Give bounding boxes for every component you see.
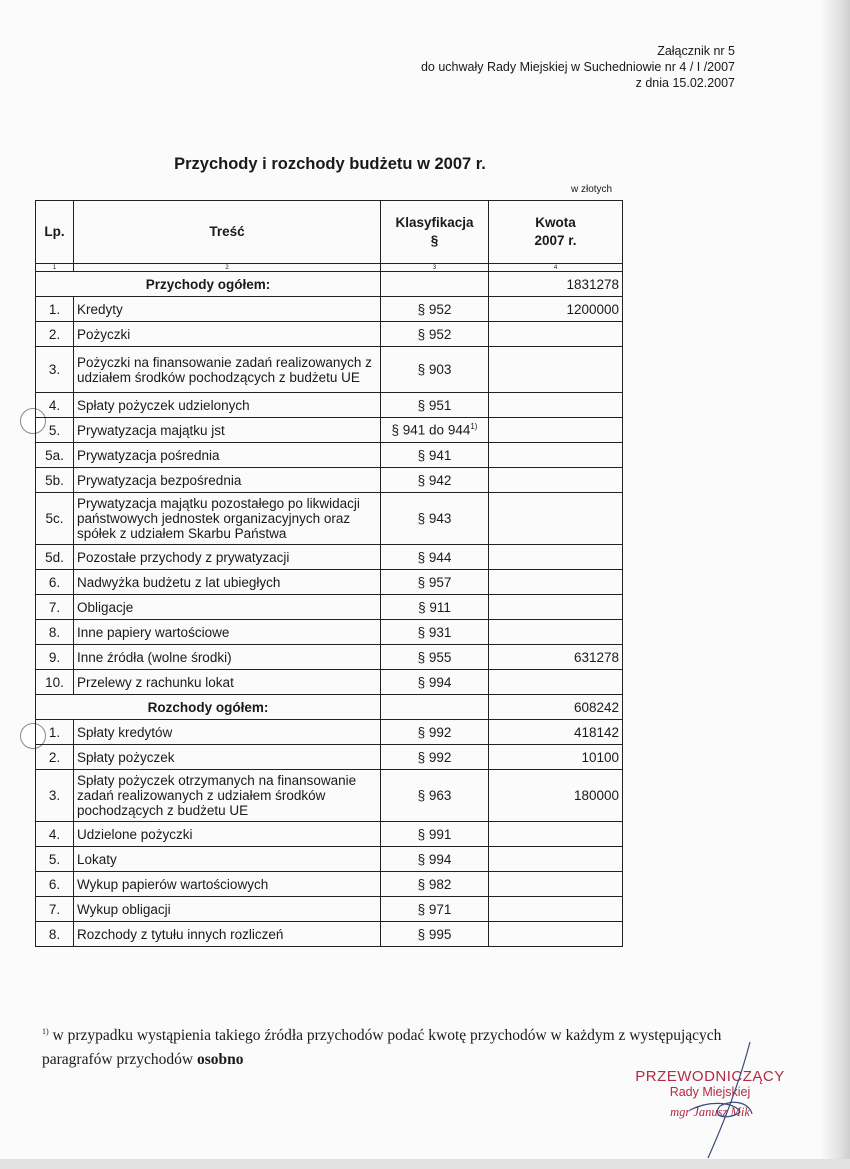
income-section — [36, 272, 623, 695]
row-number: 5. — [36, 847, 74, 872]
row-classification: § 995 — [381, 922, 489, 947]
row-amount — [489, 570, 623, 595]
stamp-name: mgr Janusz Mik — [670, 1105, 750, 1119]
row-description: Spłaty pożyczek udzielonych — [74, 393, 381, 418]
row-number: 1. — [36, 297, 74, 322]
table-row — [36, 418, 623, 443]
row-description: Pozostałe przychody z prywatyzacji — [74, 545, 381, 570]
table-row — [36, 897, 623, 922]
row-classification: § 952 — [381, 297, 489, 322]
row-amount: 180000 — [489, 770, 623, 822]
row-classification: § 941 — [381, 443, 489, 468]
table-row — [36, 645, 623, 670]
section-classification — [381, 272, 489, 297]
row-number: 2. — [36, 745, 74, 770]
row-amount — [489, 670, 623, 695]
table-row — [36, 545, 623, 570]
row-description: Spłaty pożyczek — [74, 745, 381, 770]
section-total-amount: 608242 — [489, 695, 623, 720]
row-amount — [489, 847, 623, 872]
row-number: 5c. — [36, 493, 74, 545]
row-classification: § 992 — [381, 720, 489, 745]
footnote-marker: 1) — [470, 422, 478, 432]
header-lp: Lp. — [36, 201, 74, 264]
table-row — [36, 620, 623, 645]
header-classification: Klasyfikacja § — [381, 201, 489, 264]
row-description: Nadwyżka budżetu z lat ubiegłych — [74, 570, 381, 595]
row-amount — [489, 545, 623, 570]
row-description: Inne źródła (wolne środki) — [74, 645, 381, 670]
column-number: 2 — [74, 264, 381, 272]
row-amount — [489, 443, 623, 468]
row-description: Wykup obligacji — [74, 897, 381, 922]
row-classification: § 943 — [381, 493, 489, 545]
row-amount — [489, 822, 623, 847]
table-row — [36, 570, 623, 595]
table-row — [36, 347, 623, 393]
column-number: 1 — [36, 264, 74, 272]
row-classification: § 931 — [381, 620, 489, 645]
scan-edge-bottom — [0, 1159, 850, 1169]
row-number: 5. — [36, 418, 74, 443]
row-description: Inne papiery wartościowe — [74, 620, 381, 645]
row-description: Prywatyzacja bezpośrednia — [74, 468, 381, 493]
row-description: Kredyty — [74, 297, 381, 322]
annex-resolution: do uchwały Rady Miejskiej w Suchedniowie nr 4 / I /2007 — [420, 60, 735, 74]
document-title: Przychody i rozchody budżetu w 2007 r. — [174, 155, 486, 173]
row-number: 10. — [36, 670, 74, 695]
row-number: 4. — [36, 393, 74, 418]
header-amount: Kwota 2007 r. — [489, 201, 623, 264]
row-amount — [489, 595, 623, 620]
stamp-title: PRZEWODNICZĄCY — [635, 1068, 785, 1085]
row-classification: § 955 — [381, 645, 489, 670]
row-description: Wykup papierów wartościowych — [74, 872, 381, 897]
row-number: 2. — [36, 322, 74, 347]
row-amount — [489, 922, 623, 947]
table-row — [36, 322, 623, 347]
row-amount — [489, 620, 623, 645]
row-description: Lokaty — [74, 847, 381, 872]
row-classification: § 957 — [381, 570, 489, 595]
section-label: Przychody ogółem: — [36, 272, 381, 297]
row-number: 9. — [36, 645, 74, 670]
table-row — [36, 720, 623, 745]
table-row — [36, 922, 623, 947]
row-description: Pożyczki na finansowanie zadań realizowanych z udziałem środków pochodzących z budżetu UE — [74, 347, 381, 393]
row-amount: 10100 — [489, 745, 623, 770]
row-description: Obligacje — [74, 595, 381, 620]
column-number: 3 — [381, 264, 489, 272]
row-amount — [489, 897, 623, 922]
row-description: Prywatyzacja pośrednia — [74, 443, 381, 468]
row-amount — [489, 468, 623, 493]
section-label: Rozchody ogółem: — [36, 695, 381, 720]
table-row — [36, 493, 623, 545]
row-number: 8. — [36, 620, 74, 645]
row-description: Pożyczki — [74, 322, 381, 347]
budget-table — [35, 200, 623, 947]
expense-section — [36, 695, 623, 947]
row-classification: § 942 — [381, 468, 489, 493]
row-amount — [489, 347, 623, 393]
row-classification: § 994 — [381, 847, 489, 872]
row-classification: § 992 — [381, 745, 489, 770]
row-amount: 418142 — [489, 720, 623, 745]
row-number: 8. — [36, 922, 74, 947]
table-row — [36, 770, 623, 822]
row-classification: § 944 — [381, 545, 489, 570]
table-row — [36, 393, 623, 418]
row-description: Udzielone pożyczki — [74, 822, 381, 847]
row-amount — [489, 393, 623, 418]
row-classification: § 903 — [381, 347, 489, 393]
table-row — [36, 847, 623, 872]
table-row — [36, 872, 623, 897]
row-description: Spłaty pożyczek otrzymanych na finansowanie zadań realizowanych z udziałem środków pochodzących z budżetu UE — [74, 770, 381, 822]
row-amount — [489, 872, 623, 897]
row-classification: § 982 — [381, 872, 489, 897]
row-amount — [489, 493, 623, 545]
row-number: 6. — [36, 872, 74, 897]
annex-header — [421, 43, 735, 91]
row-number: 5a. — [36, 443, 74, 468]
row-classification: § 991 — [381, 822, 489, 847]
row-classification: § 951 — [381, 393, 489, 418]
section-total-row — [36, 695, 623, 720]
table-row — [36, 670, 623, 695]
row-number: 6. — [36, 570, 74, 595]
row-amount — [489, 418, 623, 443]
stamp-body: Rady Miejskiej — [669, 1085, 751, 1099]
row-number: 1. — [36, 720, 74, 745]
table-header-row — [36, 201, 623, 264]
footnote-emphasis: osobno — [196, 1051, 244, 1069]
annex-date: z dnia 15.02.2007 — [635, 76, 735, 90]
row-classification: § 941 do 944$^{1)}$ — [381, 418, 489, 443]
row-description: Rozchody z tytułu innych rozliczeń — [74, 922, 381, 947]
row-amount — [489, 322, 623, 347]
row-description: Przelewy z rachunku lokat — [74, 670, 381, 695]
table-row — [36, 443, 623, 468]
row-number: 3. — [36, 770, 74, 822]
footnote-marker: 1) — [42, 1027, 49, 1036]
table-row — [36, 745, 623, 770]
row-amount: 631278 — [489, 645, 623, 670]
table-row — [36, 822, 623, 847]
table-row — [36, 297, 623, 322]
table-row — [36, 468, 623, 493]
row-classification: § 952 — [381, 322, 489, 347]
column-number: 4 — [489, 264, 623, 272]
row-number: 5b. — [36, 468, 74, 493]
row-number: 4. — [36, 822, 74, 847]
row-number: 5d. — [36, 545, 74, 570]
scan-edge-right — [820, 0, 850, 1169]
row-number: 3. — [36, 347, 74, 393]
signature — [680, 1040, 780, 1160]
unit-note: w złotych — [571, 184, 613, 195]
row-number: 7. — [36, 595, 74, 620]
annex-number: Załącznik nr 5 — [657, 44, 735, 58]
row-classification: § 911 — [381, 595, 489, 620]
section-total-amount: 1831278 — [489, 272, 623, 297]
row-classification: § 971 — [381, 897, 489, 922]
footnote-text: w przypadku wystąpienia takiego źródła przychodów podać kwotę przychodów w każdym z występujących paragrafów przychodów — [42, 1027, 722, 1069]
header-description: Treść — [74, 201, 381, 264]
row-description: Spłaty kredytów — [74, 720, 381, 745]
footnote — [42, 1020, 722, 1072]
column-number-row — [36, 264, 623, 272]
row-description: Prywatyzacja majątku pozostałego po likwidacji państwowych jednostek organizacyjnych oraz spółek z udziałem Skarbu Państwa — [74, 493, 381, 545]
row-amount: 1200000 — [489, 297, 623, 322]
row-number: 7. — [36, 897, 74, 922]
section-total-row — [36, 272, 623, 297]
table-row — [36, 595, 623, 620]
row-description: Prywatyzacja majątku jst — [74, 418, 381, 443]
row-classification: § 963 — [381, 770, 489, 822]
row-classification: § 994 — [381, 670, 489, 695]
section-classification — [381, 695, 489, 720]
